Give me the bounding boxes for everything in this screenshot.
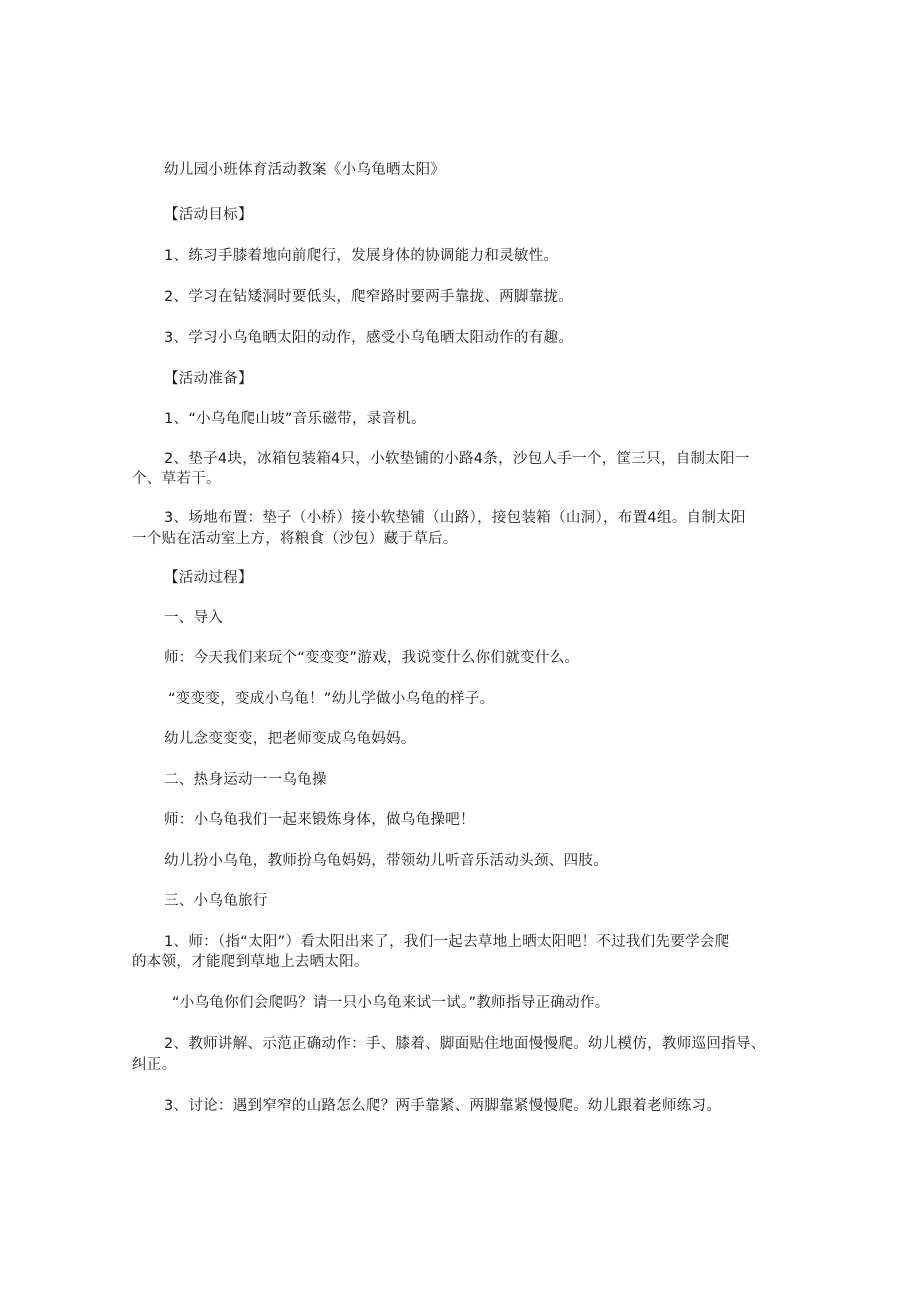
step-2-paragraph-2: 幼儿扮小乌龟，教师扮乌龟妈妈，带领幼儿听音乐活动头颈、四肢。 [164, 853, 608, 869]
section-heading-prep: 【活动准备】 [164, 371, 253, 387]
step-3-paragraph-1-line-2: 的本领，才能爬到草地上去晒太阳。 [132, 954, 369, 970]
prep-item-3-line-2: 一个贴在活动室上方，将粮食（沙包）藏于草后。 [132, 531, 458, 547]
step-3-paragraph-1-line-1: 1、师：（指“太阳”）看太阳出来了，我们一起去草地上晒太阳吧！不过我们先要学会爬 [164, 934, 730, 950]
document-title: 幼儿园小班体育活动教案《小乌龟晒太阳》 [164, 162, 446, 178]
prep-item-2-line-1: 2、垫子4块，冰箱包装箱4只，小软垫铺的小路4条，沙包人手一个，筐三只，自制太阳一 [164, 451, 750, 467]
step-3-paragraph-2: “小乌龟你们会爬吗？请一只小乌龟来试一试。”教师指导正确动作。 [172, 995, 610, 1011]
prep-item-3-line-1: 3、场地布置：垫子（小桥）接小软垫铺（山路），接包装箱（山洞），布置4组。自制太阳 [164, 510, 746, 526]
step-3-heading: 三、小乌龟旅行 [164, 893, 268, 909]
goal-item-3: 3、学习小乌龟晒太阳的动作，感受小乌龟晒太阳动作的有趣。 [164, 330, 574, 346]
step-3-paragraph-3-line-1: 2、教师讲解、示范正确动作：手、膝着、脚面贴住地面慢慢爬。幼儿模仿，教师巡回指导、 [164, 1036, 766, 1052]
goal-item-2: 2、学习在钻矮洞时要低头，爬窄路时要两手靠拢、两脚靠拢。 [164, 289, 574, 305]
step-1-heading: 一、导入 [164, 610, 224, 626]
step-2-paragraph-1: 师：小乌龟我们一起来锻炼身体，做乌龟操吧！ [164, 812, 475, 828]
step-3-paragraph-4: 3、讨论：遇到窄窄的山路怎么爬？两手靠紧、两脚靠紧慢慢爬。幼儿跟着老师练习。 [164, 1098, 722, 1114]
step-2-heading: 二、热身运动一一乌龟操 [164, 772, 327, 788]
prep-item-2-line-2: 个、草若干。 [132, 471, 221, 487]
step-3-paragraph-3-line-2: 纠正。 [132, 1057, 177, 1073]
step-1-paragraph-1: 师：今天我们来玩个“变变变”游戏，我说变什么你们就变什么。 [164, 650, 580, 666]
section-heading-goals: 【活动目标】 [164, 207, 253, 223]
step-1-paragraph-2: “变变变，变成小乌龟！”幼儿学做小乌龟的样子。 [168, 691, 495, 707]
prep-item-1: 1、“小乌龟爬山坡”音乐磁带，录音机。 [164, 411, 426, 427]
section-heading-process: 【活动过程】 [164, 570, 253, 586]
goal-item-1: 1、练习手膝着地向前爬行，发展身体的协调能力和灵敏性。 [164, 248, 559, 264]
step-1-paragraph-3: 幼儿念变变变，把老师变成乌龟妈妈。 [164, 731, 416, 747]
